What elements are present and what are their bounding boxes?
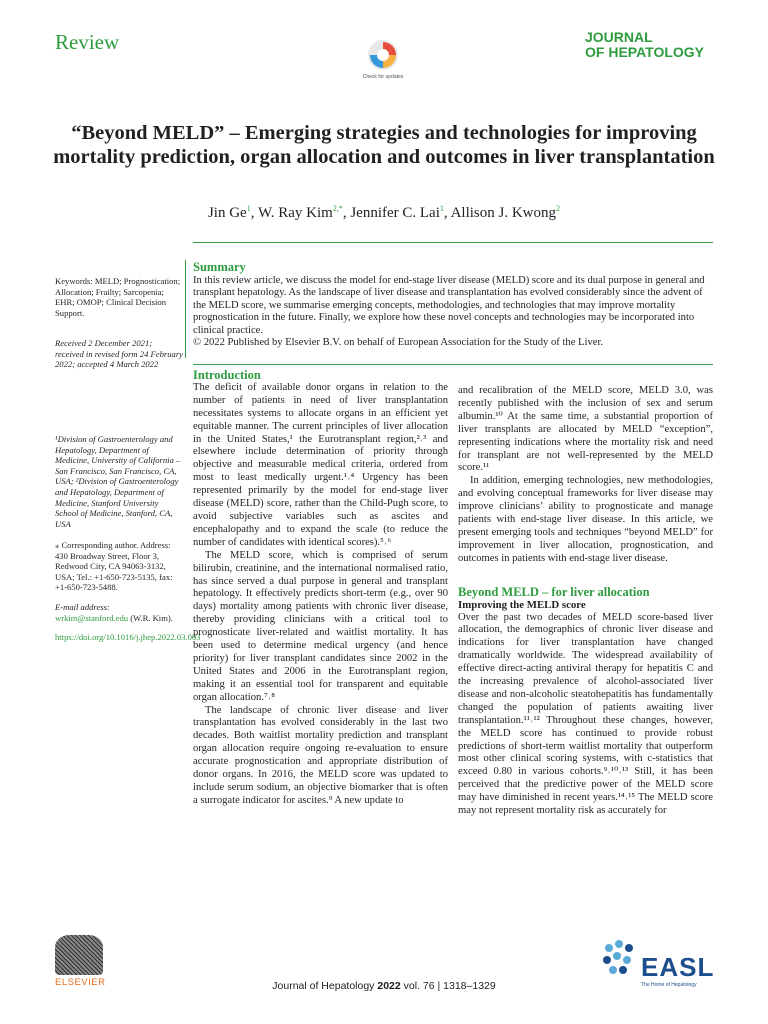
left-column [193, 369, 448, 808]
author-name[interactable]: W. Ray Kim [257, 205, 333, 221]
right-paragraph-2: In addition, emerging technologies, new methodologies, and evolving conceptual frameworks for liver disease may improve clinicians’ ability to prognosticate and manage patients with end-stage liver disease. In this article, we present emerging tools and techniques “beyond MELD” for improvement in liver allocation, prognostication, and outcomes in patients with end-stage liver disease. [458, 475, 713, 564]
right-paragraph-1: and recalibration of the MELD score, MELD 3.0, was recently published with the inclusion of sex and serum albumin.¹⁰ At the same time, a substantial proportion of liver transplants are allocated by MELD “exception”, representing indications where the mortality risk and need for transplant are not well-represented by the MELD score.¹¹ [458, 385, 713, 474]
email-block [55, 602, 183, 623]
elsevier-tree-icon [55, 935, 103, 975]
author-name[interactable]: Jin Ge [207, 205, 247, 221]
corresponding-author: ⁎ Corresponding author. Address: 430 Broadway Street, Floor 3, Redwood City, CA 94063-3132, USA; Tel.: +1-650-723-5135, fax: +1-650-723-5488. [55, 540, 173, 593]
right-column [458, 385, 713, 818]
author-affiliation[interactable]: 1 [246, 204, 251, 213]
summary-divider [193, 364, 713, 365]
footer-separator: | [437, 980, 441, 992]
doi-link[interactable]: https://doi.org/10.1016/j.jhep.2022.03.003 [55, 632, 201, 642]
journal-logo-line1: JOURNAL [585, 29, 653, 45]
author-affiliation[interactable]: 2,* [332, 204, 343, 213]
email-owner: (W.R. Kim). [130, 612, 173, 623]
footer-volume: vol. 76 [403, 980, 435, 992]
author-name[interactable]: Jennifer C. Lai [350, 205, 440, 221]
summary-heading: Summary [193, 260, 246, 274]
article-title: “Beyond MELD” – Emerging strategies and technologies for improving mortality prediction, organ allocation and outcomes in liver transplantation [53, 122, 715, 168]
affiliations: ¹Division of Gastroenterology and Hepatology, Department of Medicine, University of California – San Francisco, San Francisco, CA, USA; ²Division of Gastroenterology and Hepatology, Department of Medicine, Stanford University School of Medicine, Stanford, CA, USA [55, 434, 181, 529]
summary-side-rule [185, 260, 186, 358]
easl-tagline: The Home of Hepatology [641, 982, 697, 988]
intro-paragraph-1: The deficit of available donor organs in relation to the number of patients in need of liver transplantation necessitates systems to allocate organs in an efficient yet equitable manner. The current principles of liver allocation in the United States,¹ the Eurotransplant region,²˒³ and elsewhere include determination of priority through objective and measurable medical criteria, ordered from most to least medically urgent.¹˒⁴ Urgency has been represented primarily by the model for end-stage liver disease (MELD) score, rather than the Child-Pugh score, to avoid subjective variables such as ascites and encephalopathy and to expand the scale (to reduce the number of candidates with identical scores).⁵˒⁶ [193, 381, 448, 548]
intro-paragraph-2: The MELD score, which is comprised of serum bilirubin, creatinine, and the international normalised ratio, has since served a dual purpose in general and transplant hepatology. It effectively predicts short-term (e.g., over 90 days) mortality among patients with chronic liver disease, thereby providing clinicians with a critical tool to prognosticate liver-related and waitlist mortality. It has been used to determine medical urgency (and hence priority) for liver transplant candidates since 2002 in the United States and 2006 in the Eurotransplant region, making it an essential tool for transparent and equitable organ allocation.⁷˒⁸ [193, 549, 448, 703]
footer-journal: Journal of Hepatology [272, 980, 375, 992]
journal-logo-line2: OF HEPATOLOGY [585, 44, 705, 60]
email-label: E-mail address: [55, 602, 110, 612]
keywords: Keywords: MELD; Prognostication; Allocation; Frailty; Sarcopenia; EHR; OMOP; Clinical Decision Support. [55, 276, 181, 318]
section-label: Review [55, 30, 120, 54]
article-dates: Received 2 December 2021; received in revised form 24 February 2022; accepted 4 March 2022 [55, 338, 183, 370]
email-link[interactable]: wrkim@stanford.edu [55, 612, 129, 623]
author-separator: , [250, 205, 258, 221]
summary-text: In this review article, we discuss the model for end-stage liver disease (MELD) score and its dual purpose in general and transplant hepatology. As the landscape of liver disease and transplantation has evolved considerably since the advent of the MELD score, we summarise emerging concepts, methodologies, and technologies that may improve mortality prognostication in the future. Finally, we explore how these novel concepts and technologies may be incorporated into clinical practice. [193, 275, 705, 336]
summary-body [193, 275, 713, 349]
subsection-heading: Improving the MELD score [458, 598, 586, 611]
page-footer [0, 980, 768, 992]
footer-year: 2022 [377, 980, 401, 992]
journal-logo[interactable] [585, 30, 704, 60]
introduction-heading: Introduction [193, 368, 261, 382]
author-affiliation[interactable]: 1 [439, 204, 444, 213]
intro-paragraph-3: The landscape of chronic liver disease and liver transplantation has evolved considerably in the last two decades. Both waitlist mortality prediction and transplant organ allocation require ongoing re-evaluation to ensure accurate prognostication and appropriate distribution of donor organs. In 2016, the MELD score was updated to include serum sodium, an objective biomarker that is often a surrogate indicator for ascites.⁹ A new update to [193, 704, 448, 806]
copyright: © 2022 Published by Elsevier B.V. on behalf of European Association for the Study of the Liver. [193, 337, 604, 349]
check-for-updates-badge[interactable] [362, 38, 404, 80]
author-list [40, 205, 728, 222]
footer-pages: 1318–1329 [443, 980, 496, 992]
check-for-updates-label: Check for updates [362, 74, 404, 80]
easl-dots-icon [601, 938, 641, 982]
author-name[interactable]: Allison J. Kwong [450, 205, 557, 221]
easl-wordmark: EASL [641, 952, 715, 982]
section-heading-allocation: Beyond MELD – for liver allocation [458, 584, 650, 599]
author-separator: , [342, 205, 351, 221]
doi-block [55, 632, 201, 643]
author-separator: , [443, 205, 451, 221]
check-for-updates-icon [366, 38, 400, 72]
right-paragraph-3: Over the past two decades of MELD score-based liver allocation, the demographics of chronic liver disease and indications for liver transplantation have changed dramatically worldwide. The widespread availability of effective direct-acting antiviral therapy for hepatitis C and the increasing prevalence of alcohol-associated liver disease and non-alcoholic steatohepatitis has fundamentally changed the population of patients awaiting liver transplantation.¹¹˒¹² Throughout these changes, however, the MELD score has continued to provide robust predictions of short-term waitlist mortality that outperform most other clinical scoring systems, with c-statistics that exceed 0.80 in various cohorts.⁹˒¹⁰˒¹³ Still, it has been perceived that the predictive power of the MELD score may have diminished in recent years.¹⁴˒¹⁵ The MELD score may not represent mortality risk as accurately for [458, 611, 713, 817]
elsevier-wordmark: ELSEVIER [55, 977, 106, 988]
header-divider [193, 242, 713, 243]
author-affiliation[interactable]: 2 [556, 204, 561, 213]
